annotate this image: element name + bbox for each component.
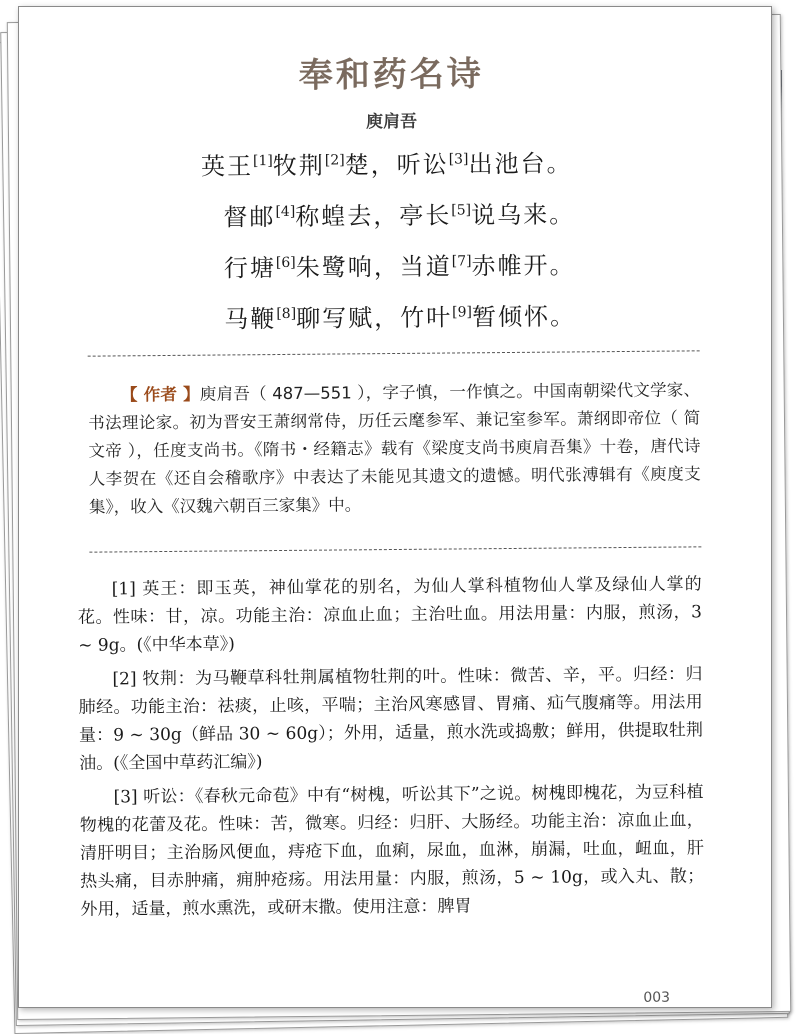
footnote-ref: [6]	[275, 254, 296, 272]
poem-line-3: 行塘[6]朱鹭响，当道[7]赤帷开。	[223, 251, 576, 283]
poem-body	[201, 135, 643, 343]
dashed-divider	[89, 546, 701, 552]
footnote-ref: [5]	[451, 202, 472, 219]
annotation-notes	[78, 570, 705, 929]
footnote-ref: [4]	[275, 203, 296, 221]
note-2: [2] 牧荆：为马鞭草科牡荆属植物牡荆的叶。性味：微苦、辛，平。归经：归肺经。功能主治：祛痰，止咳，平喘；主治风寒感冒、胃痛、疝气腹痛等。用法用量：9 ~ 30g（鲜品 30 ~ 60g）；外用，适量，煎水洗或捣敷；鲜用，供提取牡荆油。(《全国中草药汇编》)	[78, 664, 704, 774]
book-page	[18, 6, 772, 1008]
footnote-ref: [7]	[451, 253, 472, 270]
footnote-ref: [2]	[324, 152, 345, 169]
poem-line-1: 英王[1]牧荆[2]楚，听讼[3]出池台。	[200, 149, 573, 181]
author-intro-paragraph	[88, 376, 701, 521]
poem-title: 奉和药名诗	[298, 54, 484, 96]
author-intro-text: 庾肩吾（ 487—551 ），字子慎，一作慎之。中国南朝梁代文学家、书法理论家。初为晋安王萧纲常侍，历任云麾参军、兼记室参军。萧纲即帝位（ 简文帝 ），任度支尚书。《隋书・经籍志》载有《梁度支尚书庾肩吾集》十卷，唐代诗人李贺在《还自会稽歌序》中表达了未能见其遗文的遗憾。明代张溥辑有《庾度支集》，收入《汉魏六朝百三家集》中。	[88, 380, 701, 517]
poem-author: 庾肩吾	[366, 111, 418, 133]
author-intro	[88, 376, 701, 521]
footnote-ref: [8]	[276, 305, 297, 323]
dashed-divider	[88, 350, 700, 356]
poem-line-2: 督邮[4]称蝗去，亭长[5]说乌来。	[223, 200, 576, 232]
footnote-ref: [3]	[448, 151, 469, 168]
footnote-ref: [1]	[252, 153, 273, 170]
note-3: [3] 听讼：《春秋元命苞》中有“树槐，听讼其下”之说。树槐即槐花，为豆科植物槐的花蕾及花。性味：苦，微寒。归经：归肝、大肠经。功能主治：凉血止血，清肝明目；主治肠风便血，痔疮下血，血痢，尿血，血淋，崩漏，吐血，衄血，肝热头痛，目赤肿痛，痈肿疮疡。用法用量：内服，煎汤，5 ~ 10g，或入丸、散；外用，适量，煎水熏洗，或研末撒。使用注意：脾胃	[79, 782, 705, 920]
note-1: [1] 英王：即玉英，神仙掌花的别名，为仙人掌科植物仙人掌及绿仙人掌的花。性味：甘，凉。功能主治：凉血止血；主治吐血。用法用量：内服，煎汤，3 ~ 9g。(《中华本草》)	[77, 574, 703, 656]
page-number: 003	[643, 989, 671, 1006]
author-tag: 【 作者 】	[120, 384, 200, 405]
poem-line-4: 马鞭[8]聊写赋，竹叶[9]暂倾怀。	[224, 302, 577, 334]
footnote-ref: [9]	[452, 304, 473, 321]
page-content	[18, 6, 772, 1008]
